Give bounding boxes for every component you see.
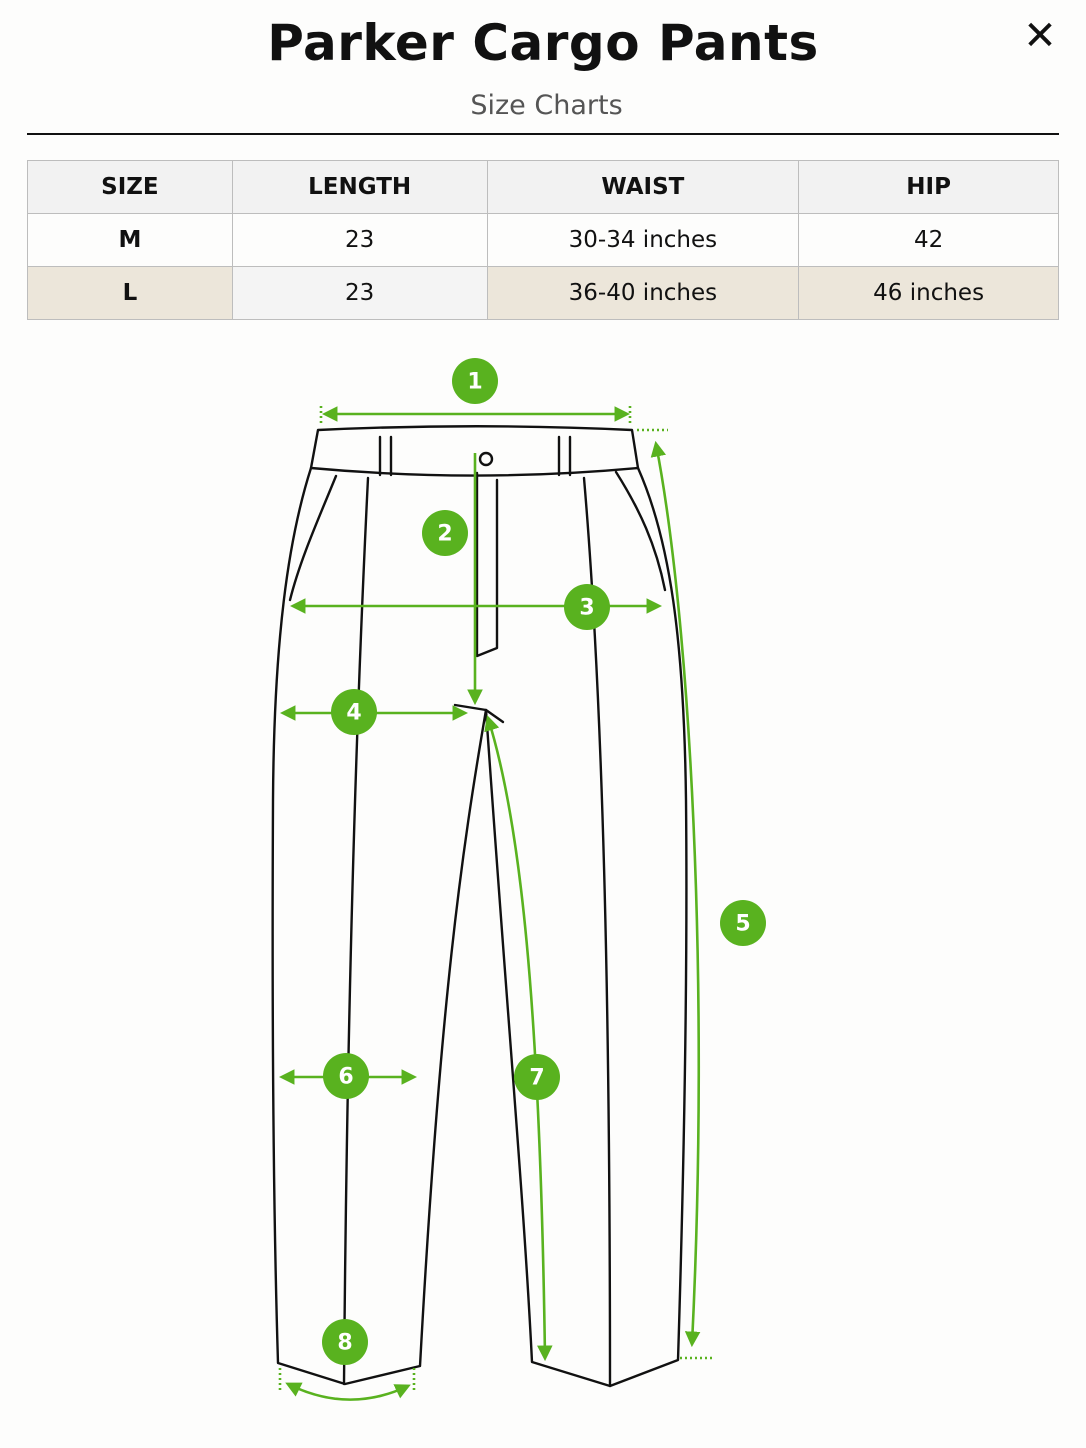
measurement-badge-7: [514, 1054, 560, 1100]
measurement-badge-8: [322, 1319, 368, 1365]
column-header-size: SIZE: [28, 161, 233, 214]
svg-text:8: 8: [337, 1330, 353, 1356]
cell-hip: 46 inches: [799, 267, 1059, 320]
table-header-row: [28, 161, 1059, 214]
column-header-waist: WAIST: [487, 161, 799, 214]
measurement-badge-6: [323, 1053, 369, 1099]
size-chart-table: [27, 160, 1059, 320]
title-divider: [27, 133, 1059, 135]
column-header-hip: HIP: [799, 161, 1059, 214]
svg-text:1: 1: [467, 369, 483, 395]
svg-text:5: 5: [735, 911, 751, 937]
cell-waist: 36-40 inches: [487, 267, 799, 320]
cell-size: L: [28, 267, 233, 320]
table-row: [28, 267, 1059, 320]
cell-length: 23: [232, 267, 487, 320]
cell-hip: 42: [799, 214, 1059, 267]
cell-length: 23: [232, 214, 487, 267]
pants-measurement-diagram: [0, 330, 1086, 1440]
measurement-badge-2: [422, 510, 468, 556]
column-header-length: LENGTH: [232, 161, 487, 214]
measurement-badge-4: [331, 689, 377, 735]
cell-waist: 30-34 inches: [487, 214, 799, 267]
measurement-badge-3: [564, 584, 610, 630]
cell-size: M: [28, 214, 233, 267]
svg-text:2: 2: [437, 521, 453, 547]
svg-text:6: 6: [338, 1064, 354, 1090]
page-title: Parker Cargo Pants: [267, 14, 819, 72]
svg-text:7: 7: [529, 1065, 545, 1091]
pants-outline: [273, 426, 687, 1386]
svg-text:4: 4: [346, 700, 362, 726]
measurement-badge-5: [720, 900, 766, 946]
close-icon[interactable]: ✕: [1023, 13, 1057, 59]
page-subtitle: Size Charts: [470, 90, 623, 121]
table-row: [28, 214, 1059, 267]
measurement-badge-1: [452, 358, 498, 404]
svg-text:3: 3: [579, 595, 595, 621]
